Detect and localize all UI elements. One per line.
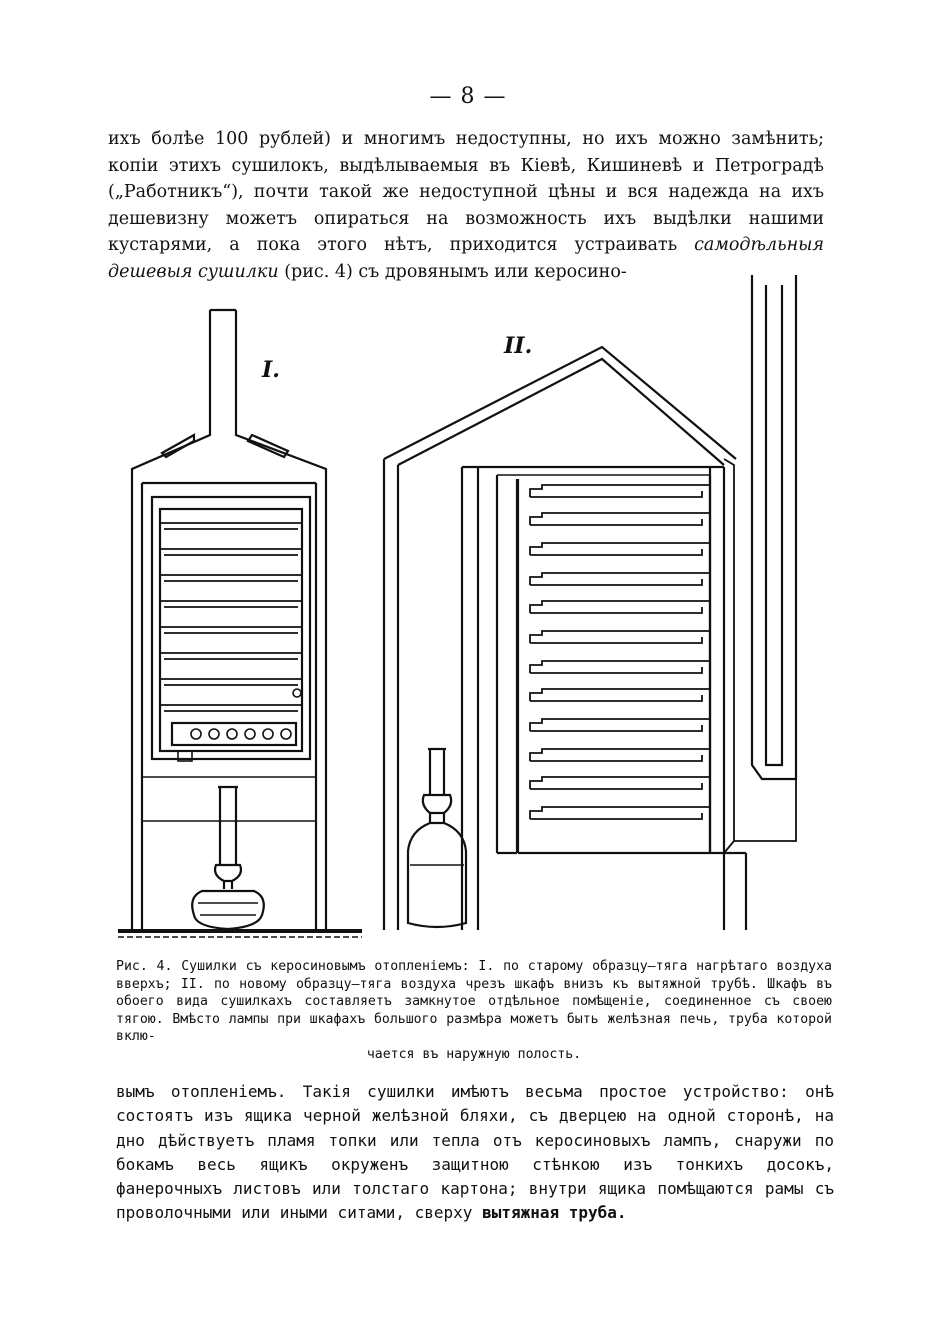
- dryer-one-lower-rails: [142, 777, 316, 821]
- dryer-two-outlet: [724, 853, 746, 930]
- dryer-one-door-knob: [293, 689, 301, 697]
- dryer-two-right-wall: [710, 467, 724, 853]
- intro-text-start: ихъ болѣе 100 рублей) и многимъ недоступны, но ихъ можно замѣнить; копіи этихъ сушилокъ, выдѣлываемыя въ Кіевѣ, Кишиневѣ и Петроградѣ („Работникъ“), почти такой же недоступной цѣны и вся надежда на ихъ дешевизну можетъ опираться на возможность ихъ выдѣлки нашими кустарями, а пока этого нѣтъ, приходится устраивать: [108, 129, 824, 256]
- dryer-one: [132, 310, 326, 930]
- dryer-illustration: [112, 275, 832, 945]
- dryer-one-shelves: [160, 523, 302, 711]
- dryer-one-cabinet-door: [160, 509, 302, 751]
- intro-text: [108, 126, 824, 286]
- figure-4: [112, 275, 832, 945]
- dryer-one-cabinet: [152, 497, 310, 759]
- page-number: — 8 —: [429, 84, 507, 109]
- intro-text-end: (рис. 4) съ дровянымъ или керосино-: [284, 261, 627, 282]
- figure-caption: [116, 958, 832, 1064]
- dryer-two-kerosene-lamp: [408, 749, 466, 927]
- dryer-one-inner-shell: [142, 483, 316, 930]
- dryer-two: [384, 275, 796, 930]
- dryer-two-inner-frame: [462, 467, 724, 930]
- dryer-two-exhaust-pipe: [752, 275, 796, 779]
- intro-italic-phrase: самодѣльныя дешевыя сушилки: [108, 235, 824, 282]
- dryer-one-burner-holes: [191, 729, 291, 739]
- dryer-one-kerosene-lamp: [192, 787, 264, 929]
- body-text: [116, 1080, 834, 1226]
- intro-paragraph: [108, 126, 824, 286]
- body-text-bold-end: вытяжная труба.: [482, 1203, 627, 1223]
- dryer-two-front-rail: [497, 475, 517, 853]
- dryer-one-deflectors: [162, 435, 288, 457]
- dryer-two-roof: [384, 347, 736, 465]
- dryer-two-duct: [724, 459, 796, 853]
- caption-text: Рис. 4. Сушилки съ керосиновымъ отопленіемъ: I. по старому образцу—тяга нагрѣтаго воздуха вверхъ; II. по новому образцу—тяга воздуха чрезъ шкафъ внизъ къ вытяжной трубѣ. Шкафъ въ обоего вида сушилкахъ составляетъ замкнутое отдѣльное помѣщеніе, соединенное съ своею тягою. Вмѣсто лампы при шкафахъ большого размѣра можетъ быть желѣзная печь, труба которой вклю-: [116, 959, 832, 1045]
- dryer-two-left-wall: [384, 459, 398, 930]
- figure-label-two: II.: [504, 333, 533, 359]
- figure-label-one: I.: [262, 357, 280, 383]
- dryer-two-cabinet: [518, 475, 710, 853]
- dryer-two-shelves: [530, 485, 710, 819]
- dryer-one-chimney: [132, 310, 326, 930]
- body-paragraph: [116, 1080, 834, 1226]
- body-text-main: вымъ отопленіемъ. Такія сушилки имѣютъ весьма простое устройство: онѣ состоятъ изъ ящика черной желѣзной бляхи, съ дверцею на одной сторонѣ, на дно дѣйствуетъ пламя топки или тепла отъ керосиновыхъ лампъ, снаружи по бокамъ весь ящикъ окруженъ защитною стѣнкою изъ тонкихъ досокъ, фанерочныхъ листовъ или толстаго картона; внутри ящика помѣщаются рамы съ проволочными или иными ситами, сверху: [116, 1082, 834, 1223]
- caption-last-line: чается въ наружную полость.: [366, 1046, 582, 1062]
